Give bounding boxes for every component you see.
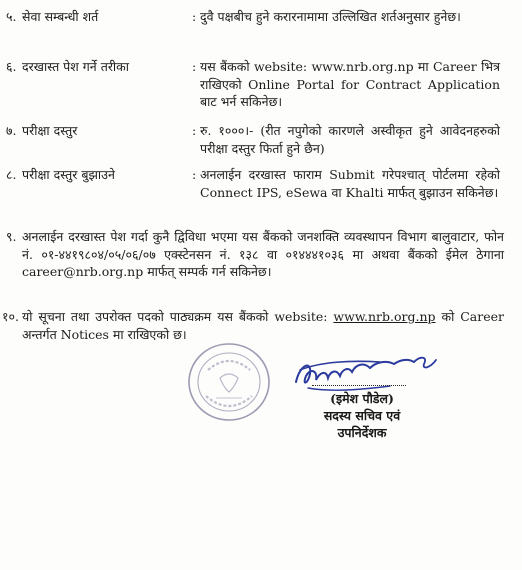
official-seal-stamp — [186, 340, 272, 424]
paragraph-text: को Career अन्तर्गत Notices मा राखिएको छ। — [22, 309, 505, 342]
item-colon: : — [192, 9, 197, 24]
item-colon: : — [192, 59, 197, 74]
item-number: ९. — [6, 229, 17, 244]
item-label: सेवा सम्बन्धी शर्त — [22, 9, 99, 24]
item-value: अनलाईन दरखास्त फाराम Submit गरेपश्चात् पोर्टलमा रहेको Connect IPS, eSewa वा Khalti मार्फत् बुझाउन सकिनेछ। — [200, 167, 500, 200]
item-number: १०. — [2, 309, 19, 324]
signatory-designation: उपनिर्देशक — [337, 425, 387, 440]
signatory-name: (इमेश पौडेल) — [330, 391, 394, 406]
item-label: परीक्षा दस्तुर बुझाउने — [22, 167, 115, 182]
item-value: दुवै पक्षबीच हुने करारनामामा उल्लिखित शर्तअनुसार हुनेछ। — [200, 9, 461, 24]
item-colon: : — [192, 123, 197, 138]
signatory-block — [282, 390, 442, 441]
paragraph-text: यो सूचना तथा उपरोक्त पदको पाठ्यक्रम यस बैंकको website: — [22, 309, 334, 324]
signatory-title: सदस्य सचिव एवं — [323, 408, 401, 423]
signature-line — [312, 385, 406, 386]
item-number: ७. — [6, 123, 17, 138]
item-label: दरखास्त पेश गर्ने तरीका — [22, 59, 130, 74]
item-number: ६. — [6, 59, 17, 74]
item-paragraph: अनलाईन दरखास्त पेश गर्दा कुनै द्विविधा भएमा यस बैंकको जनशक्ति व्यवस्थापन विभाग बालुवाटार, फोन नं. ०१-४४१९८०४/०५/०६/०७ एक्स्टेनसन नं. १३८ वा ०१४४४१०३६ मा अथवा बैंकको ईमेल ठेगाना career@nrb.org.np मार्फत् सम्पर्क गर्न सकिनेछ। — [22, 229, 504, 279]
item-value: यस बैंकको website: www.nrb.org.np मा Career भित्र राखिएको Online Portal for Contract Application बाट भर्न सकिनेछ। — [200, 59, 500, 109]
item-label: परीक्षा दस्तुर — [22, 123, 78, 138]
item-paragraph — [22, 308, 504, 343]
website-link[interactable]: www.nrb.org.np — [333, 309, 436, 324]
item-colon: : — [192, 167, 197, 182]
item-number: ८. — [6, 167, 17, 182]
item-value: रु. १०००।- (रीत नपुगेको कारणले अस्वीकृत हुने आवेदनहरुको परीक्षा दस्तुर फिर्ता हुने छैन) — [200, 123, 500, 156]
item-number: ५. — [6, 9, 17, 24]
